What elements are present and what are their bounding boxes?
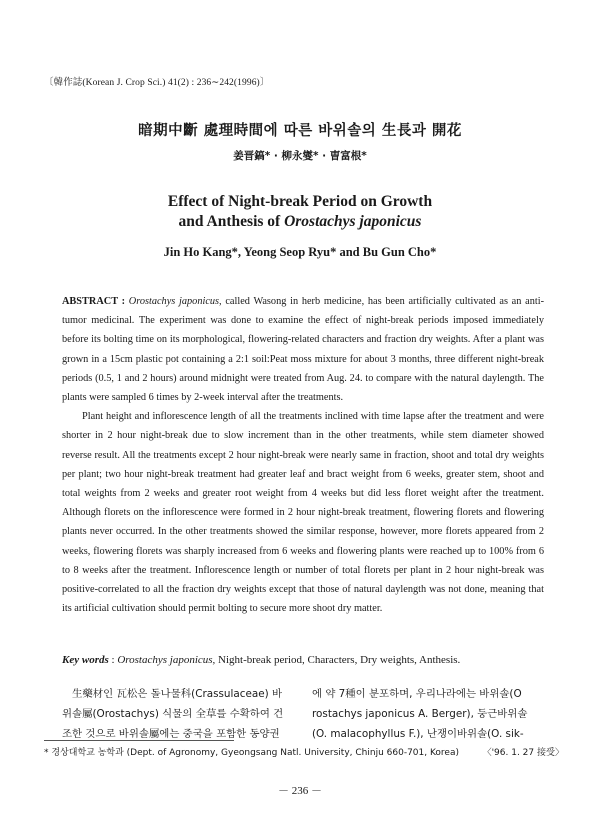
page-number: － 236 － xyxy=(278,785,322,797)
english-title-line1: Effect of Night-break Period on Growth xyxy=(167,193,433,210)
footnote-rule xyxy=(44,740,234,741)
keywords-sep: : xyxy=(108,654,118,666)
abstract-species: Orostachys japonicus, xyxy=(128,296,222,307)
body-right-line-1: 에 약 7種이 분포하며, 우리나라에는 바위솔(O xyxy=(312,688,522,700)
abstract-paragraph-1 xyxy=(62,292,544,407)
english-authors: Jin Ho Kang*, Yeong Seop Ryu* and Bu Gun Cho* xyxy=(163,245,437,259)
keywords-label: Key words xyxy=(62,654,109,666)
footnote-received-date: 〈'96. 1. 27 接受〉 xyxy=(482,748,564,758)
footnote xyxy=(44,745,564,758)
keywords-species: Orostachys japonicus, xyxy=(117,654,216,666)
body-left-line-2: 위솔屬(Orostachys) 식물의 全草를 수확하여 건 xyxy=(62,708,284,720)
english-title-prefix: and Anthesis of xyxy=(178,213,285,230)
keywords xyxy=(62,654,544,666)
korean-authors: 姜晋鎬* · 柳永燮* · 曺富根* xyxy=(233,150,367,162)
abstract xyxy=(62,292,544,618)
body-left-line-3: 조한 것으로 바위솔屬에는 중국을 포함한 동양권 xyxy=(62,728,280,740)
english-title xyxy=(0,192,600,232)
journal-citation: 〔韓作誌(Korean J. Crop Sci.) 41(2) : 236∼242(1996)〕 xyxy=(44,78,270,88)
body-right-line-2: rostachys japonicus A. Berger), 둥근바위솔 xyxy=(312,708,528,720)
korean-title: 暗期中斷 處理時間에 따른 바위솔의 生長과 開花 xyxy=(138,123,462,139)
abstract-text-1: called Wasong in herb medicine, has been artificially cultivated as an anti-tumor medicinal. The experiment was done to examine the effect of night-break periods imposed immediately before its bolting time on its morphological, flowering-related characters and fraction dry weights. After a plant was grown in a 15cm plastic pot containing a 2:1 soil:Peat moss mixture for about 3 months, three different night-break periods (0.5, 1 and 2 hours) around midnight were treated from Aug. 24. to compare with the natural daylength. The plants were sampled 6 times by 2-week interval after the treatments. xyxy=(62,296,544,404)
keywords-rest: Night-break period, Characters, Dry weights, Anthesis. xyxy=(215,654,461,666)
body-column-right xyxy=(312,684,544,744)
english-title-species: Orostachys japonicus xyxy=(284,213,422,230)
body-column-left xyxy=(62,684,294,744)
body-right-line-3: (O. malacophyllus F.), 난쟁이바위솔(O. sik- xyxy=(312,728,524,740)
body-left-line-1: 生藥材인 瓦松은 돌나물科(Crassulaceae) 바 xyxy=(72,688,283,700)
footnote-affiliation: * 경상대학교 농학과 (Dept. of Agronomy, Gyeongsang Natl. University, Chinju 660-701, Korea) xyxy=(44,748,459,758)
abstract-label: ABSTRACT : xyxy=(62,296,129,307)
english-title-line2 xyxy=(0,212,600,232)
abstract-paragraph-2: Plant height and inflorescence length of all the treatments inclined with time lapse after the treatment and were shorter in 2 hour night-break due to slow increment than in the other treatments, while stem diameter showed reverse result. All the treatments except 2 hour night-break were nearly same in fraction, shoot and total dry weights per plant; two hour night-break treatment had greater leaf and bract weight from 6 weeks, greater stem, shoot and total weights from 2 weeks and greater root weight from 4 weeks but did less floret weight after the treatment. Although florets on the inflorescence were formed in 2 hour night-break treatment, flowering florets and flowering plants never occurred. In the other treatments showed the similar response, however, more florets appeared from 2 weeks, flowering florets was sharply increased from 6 weeks and flowering plants were reached up to 100% from 6 to 8 weeks after the treatment. Inflorescence length or number of total florets per plant in 2 hour night-break was positive-correlated to all the fraction dry weights except that those of natural daylength was not done, meaning that its artificial cultivation should permit bolting to secure more shoot dry matter. xyxy=(62,411,544,615)
